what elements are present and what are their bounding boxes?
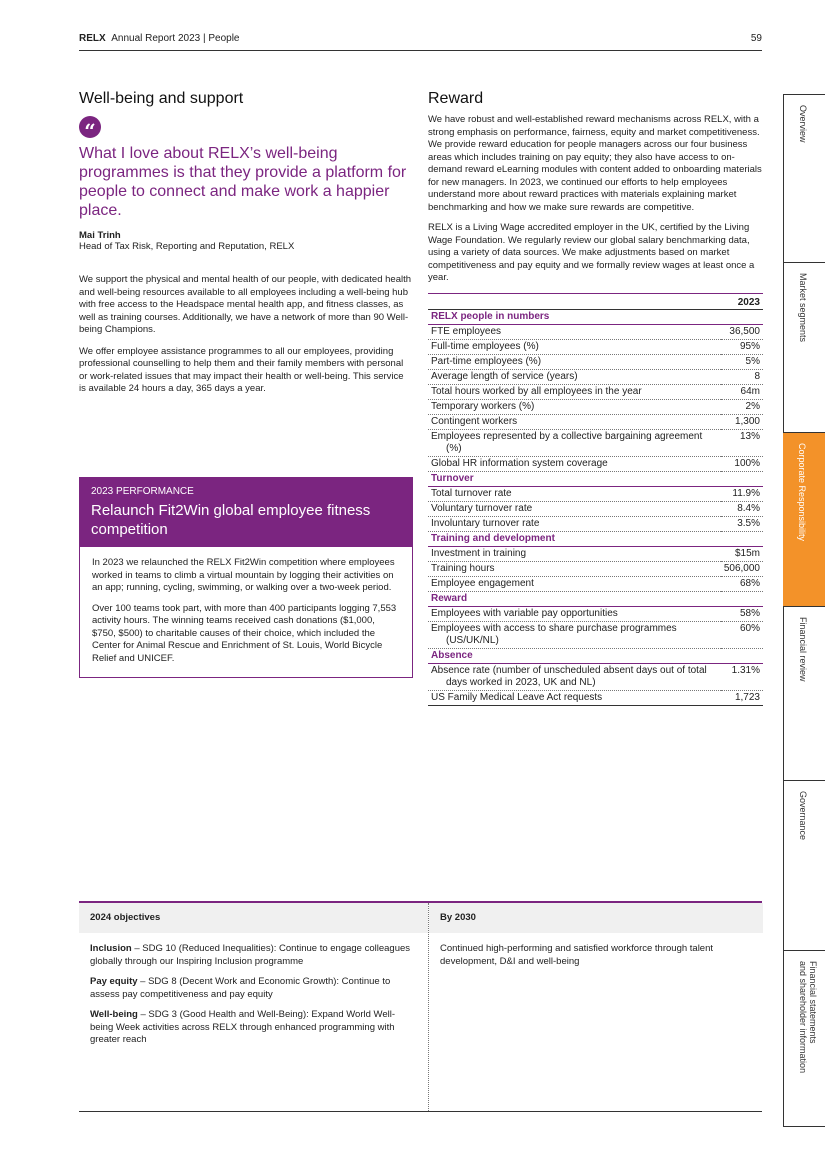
metric-label: Temporary workers (%): [428, 399, 721, 414]
table-row: [428, 429, 763, 456]
metric-label: Average length of service (years): [428, 369, 721, 384]
wellbeing-paragraph: We offer employee assistance programmes to all our employees, providing professional counselling to help them and their family members with personal or work-related issues that may impact their health or well-being. This service is available 24 hours a day, 365 days a year.: [79, 345, 404, 394]
objective-text: – SDG 10 (Reduced Inequalities): Continue to engage colleagues globally through our Inspiring Inclusion programme: [90, 943, 411, 967]
performance-paragraph: In 2023 we relaunched the RELX Fit2Win competition where employees worked in teams to climb a virtual mountain by logging their activities on an app; running, cycling, swimming, or walking over a two-week period.: [92, 557, 395, 593]
table-section-title: RELX people in numbers: [428, 309, 763, 324]
metric-label: Employee engagement: [428, 576, 721, 591]
table-section-row: [428, 309, 763, 324]
table-row: [428, 690, 763, 705]
brand-name: RELX: [79, 33, 106, 44]
metric-value: 1.31%: [721, 663, 763, 690]
quote-author-name: Mai Trinh: [79, 230, 121, 241]
table-row: [428, 456, 763, 471]
tab-label: Financial statements and shareholder information: [798, 961, 818, 1074]
table-row: [428, 414, 763, 429]
table-row: [428, 663, 763, 690]
objective-label: Pay equity: [90, 976, 138, 987]
table-row: [428, 516, 763, 531]
table-section-row: [428, 531, 763, 546]
table-row: [428, 576, 763, 591]
table-row: [428, 561, 763, 576]
year-header: 2023: [721, 293, 763, 309]
metric-label: Training hours: [428, 561, 721, 576]
metric-value: 2%: [721, 399, 763, 414]
quote-icon: “: [79, 116, 101, 138]
metric-value: 8.4%: [721, 501, 763, 516]
metric-label: Contingent workers: [428, 414, 721, 429]
metric-value: 60%: [721, 621, 763, 648]
metric-label: Employees with variable pay opportunities: [428, 606, 721, 621]
metric-value: 8: [721, 369, 763, 384]
tab-financial-statements[interactable]: [783, 950, 825, 1127]
objective-item: [90, 943, 417, 968]
pull-quote: What I love about RELX’s well-being programmes is that they provide a platform for people to connect and make work a happier place.: [79, 145, 407, 219]
table-section-title: Training and development: [428, 531, 763, 546]
tab-label: Governance: [798, 791, 808, 841]
table-row: [428, 486, 763, 501]
objectives-2030-header: By 2030: [429, 903, 763, 933]
metric-label: Investment in training: [428, 546, 721, 561]
table-body: [428, 309, 763, 705]
metric-value: 64m: [721, 384, 763, 399]
table-section-title: Turnover: [428, 471, 763, 486]
page-header: [79, 33, 762, 51]
tab-label: Financial review: [798, 617, 808, 682]
tab-corporate-responsibility[interactable]: [783, 432, 825, 607]
objective-item: [90, 1009, 417, 1047]
metric-label: Involuntary turnover rate: [428, 516, 721, 531]
tab-label: Overview: [798, 105, 808, 143]
table-row: [428, 354, 763, 369]
performance-header: [79, 477, 413, 547]
metric-label: Total turnover rate: [428, 486, 721, 501]
objective-item: [90, 976, 417, 1001]
metric-value: 11.9%: [721, 486, 763, 501]
metric-value: 3.5%: [721, 516, 763, 531]
report-subtitle: Annual Report 2023 | People: [111, 33, 240, 44]
table-header-row: [428, 293, 763, 309]
objectives-2024-column: [79, 903, 428, 1111]
people-numbers-table: [428, 293, 763, 706]
performance-title: Relaunch Fit2Win global employee fitness competition: [91, 502, 371, 538]
reward-section: [428, 90, 763, 706]
table-row: [428, 606, 763, 621]
metric-label: Total hours worked by all employees in the year: [428, 384, 721, 399]
metric-label: Employees with access to share purchase programmes (US/UK/NL): [428, 621, 721, 648]
table-row: [428, 369, 763, 384]
table-section-title: Reward: [428, 591, 763, 606]
metric-value: 95%: [721, 339, 763, 354]
reward-paragraph: RELX is a Living Wage accredited employer in the UK, certified by the Living Wage Foundation. We regularly review our global salary benchmarking data, using a variety of data sources. We make adjustments based on market competitiveness and pay equity and we formally review wages at least once a year.: [428, 222, 755, 283]
metric-value: 58%: [721, 606, 763, 621]
objectives-table: [79, 901, 762, 1112]
objectives-2024-list: [79, 933, 428, 1057]
performance-tag: 2023 PERFORMANCE: [91, 486, 194, 497]
metric-label: Global HR information system coverage: [428, 456, 721, 471]
table-row: [428, 621, 763, 648]
metric-label: Full-time employees (%): [428, 339, 721, 354]
objectives-2030-text: Continued high-performing and satisfied workforce through talent development, D&I and well-being: [440, 943, 714, 967]
table-section-row: [428, 471, 763, 486]
table-row: [428, 339, 763, 354]
objectives-2030-body: [429, 933, 763, 978]
objectives-2024-header: 2024 objectives: [79, 903, 428, 933]
metric-value: 1,300: [721, 414, 763, 429]
metric-value: 506,000: [721, 561, 763, 576]
tab-overview[interactable]: [783, 94, 825, 263]
metric-label: Voluntary turnover rate: [428, 501, 721, 516]
metric-value: 100%: [721, 456, 763, 471]
wellbeing-paragraph: We support the physical and mental health of our people, with dedicated health and well-being resources available to all employees including a well-being hub with free access to the Headspace mental health app, and fitness classes, as well as training courses. Additionally, we have a network of more than 90 Well-being Champions.: [79, 274, 412, 335]
tab-label: Corporate Responsibility: [797, 443, 807, 542]
metric-value: $15m: [721, 546, 763, 561]
table-row: [428, 399, 763, 414]
metric-label: US Family Medical Leave Act requests: [428, 690, 721, 705]
metric-value: 36,500: [721, 324, 763, 339]
performance-box: [79, 477, 413, 678]
page-number: 59: [750, 33, 762, 44]
metric-label: FTE employees: [428, 324, 721, 339]
reward-title: Reward: [428, 90, 484, 107]
metric-value: 13%: [721, 429, 763, 456]
table-row: [428, 546, 763, 561]
objective-text: – SDG 3 (Good Health and Well-Being): Expand World Well-being Week activities across RELX through enhanced programming with greater reach: [90, 1009, 396, 1045]
table-row: [428, 501, 763, 516]
objective-text: – SDG 8 (Decent Work and Economic Growth): Continue to assess pay competitiveness and pay equity: [90, 976, 391, 1000]
metric-label: Absence rate (number of unscheduled absent days out of total days worked in 2023, UK and NL): [428, 663, 721, 690]
tab-financial-review[interactable]: [783, 606, 825, 781]
quote-author-role: Head of Tax Risk, Reporting and Reputation, RELX: [79, 241, 295, 252]
metric-label: Employees represented by a collective bargaining agreement (%): [428, 429, 721, 456]
objective-label: Well-being: [90, 1009, 138, 1020]
tab-market-segments[interactable]: [783, 262, 825, 433]
metric-value: 5%: [721, 354, 763, 369]
objectives-2030-column: [428, 903, 763, 1111]
performance-paragraph: Over 100 teams took part, with more than 400 participants logging 7,553 activity hours. The winning teams received cash donations ($1,000, $750, $500) to charitable causes of their choice, which included the Center for Animal Rescue and Enrichment of St. Louis, World Bicycle Relief and UNICEF.: [92, 602, 397, 664]
objective-label: Inclusion: [90, 943, 132, 954]
performance-body: [79, 547, 413, 678]
table-row: [428, 324, 763, 339]
reward-paragraph: We have robust and well-established reward mechanisms across RELX, with a strong emphasis on performance, fairness, equity and market competitiveness. We provide reward education for people managers across our four business areas which includes training on pay equity; they also have access to on-demand reward eLearning modules with content added to onboarding materials for new managers. In 2023, we continued our efforts to help employees understand more about reward practices with materials explaining market benchmarking and how we make sure rewards are competitive.: [428, 114, 762, 213]
metric-label: Part-time employees (%): [428, 354, 721, 369]
metric-value: 1,723: [721, 690, 763, 705]
tab-label: Market segments: [798, 273, 808, 343]
wellbeing-title: Well-being and support: [79, 90, 244, 107]
tab-governance[interactable]: [783, 780, 825, 951]
table-section-row: [428, 591, 763, 606]
table-section-row: [428, 648, 763, 663]
table-row: [428, 384, 763, 399]
wellbeing-section: [79, 90, 411, 396]
table-section-title: Absence: [428, 648, 763, 663]
metric-value: 68%: [721, 576, 763, 591]
